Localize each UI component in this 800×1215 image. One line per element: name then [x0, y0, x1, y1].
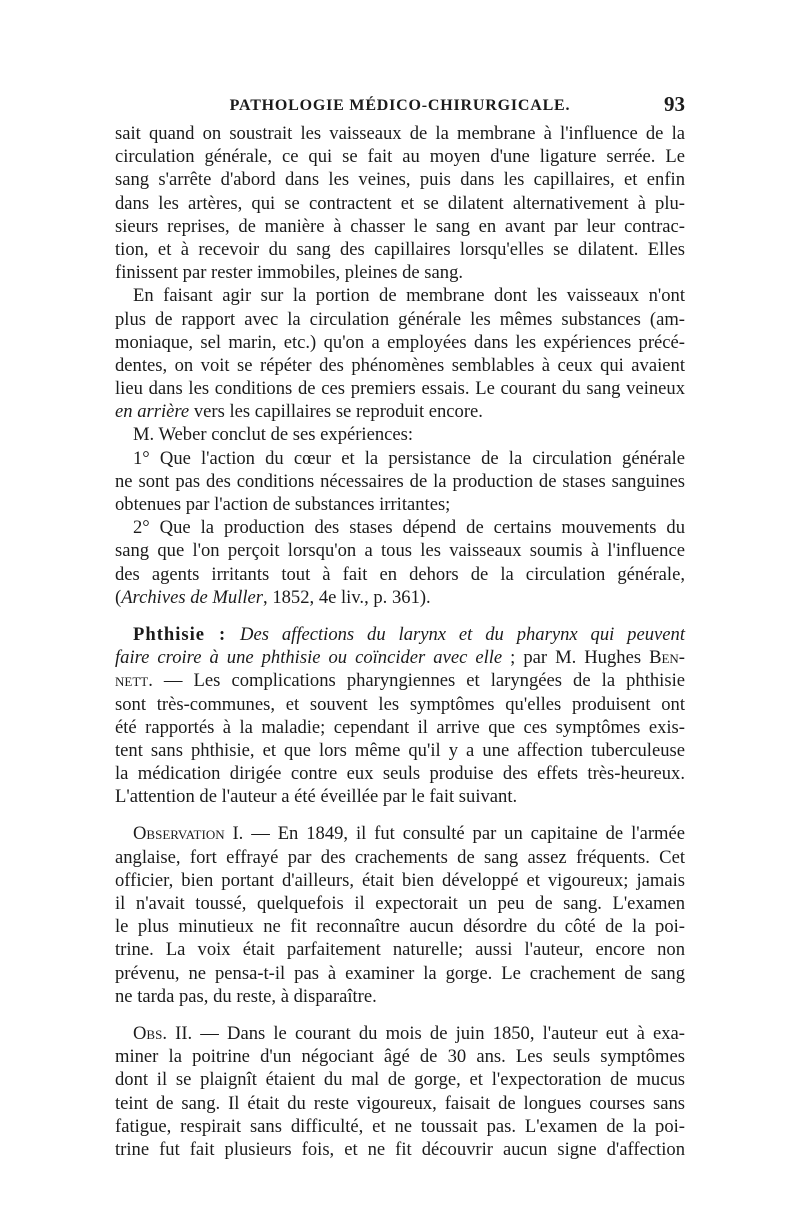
- text-line: lieu dans les conditions de ces premiers essais. Le courant du sang veineux: [115, 378, 685, 400]
- text-span: . — Les complications pharyngiennes et laryngées de la phthisie: [148, 670, 685, 692]
- text-line: 2° Que la production des stases dépend de certains mouvements du: [133, 517, 685, 539]
- text-span: :: [205, 623, 241, 645]
- text-span: II. — Dans le courant du mois de juin 1850, l'auteur eut à exa-: [166, 1022, 685, 1044]
- paragraph-weber-conclusion: [115, 423, 685, 446]
- text-line: miner la poitrine d'un négociant âgé de 30 ans. Les seuls symptômes: [115, 1046, 685, 1068]
- author-name: nett: [115, 670, 149, 692]
- text-line: sont très-communes, et souvent les symptômes qu'elles produisent ont: [115, 693, 685, 715]
- text-line: moniaque, sel marin, etc.) qu'on a employées dans les expériences précé-: [115, 331, 685, 353]
- text-line: trine fut fait plusieurs fois, et ne fit découvrir aucun signe d'affection: [115, 1138, 685, 1160]
- text-line: dont il se plaignît étaient du mal de gorge, et l'expectoration de mucus: [115, 1069, 685, 1091]
- text-span: , 1852, 4e liv., p. 361).: [263, 586, 431, 608]
- text-line: tion, et à recevoir du sang des capillaires lorsqu'elles se dilatent. Elles: [115, 238, 685, 260]
- text-line: sang s'arrête d'abord dans les veines, puis dans les capillaires, et enfin: [115, 169, 685, 191]
- paragraph-phthisie: [115, 623, 685, 809]
- text-line: ne sont pas des conditions nécessaires de la production de stases sanguines: [115, 470, 685, 492]
- text-line: été rapportés à la maladie; cependant il arrive que ces symptômes exis-: [115, 716, 685, 738]
- text-line: le plus minutieux ne fit reconnaître aucun désordre du côté de la poi-: [115, 916, 685, 938]
- text-line: circulation générale, ce qui se fait au moyen d'une ligature serrée. Le: [115, 146, 685, 168]
- text-line: L'attention de l'auteur a été éveillée par le fait suivant.: [115, 786, 518, 808]
- text-line: fatigue, respirait sans difficulté, et ne toussait pas. L'examen de la poi-: [115, 1115, 685, 1137]
- observation-label: Observation: [133, 823, 225, 845]
- paragraph-point-one: [115, 447, 685, 517]
- text-line: teint de sang. Il était du reste vigoureux, faisait de longues courses sans: [115, 1092, 685, 1114]
- text-line: [115, 646, 685, 669]
- paragraph-experiments: [115, 284, 685, 423]
- text-line: officier, bien portant d'ailleurs, était bien développé et vigoureux; jamais: [115, 869, 685, 891]
- text-line: sang que l'on perçoit lorsqu'on a tous les vaisseaux soumis à l'influence: [115, 540, 685, 562]
- text-span: ; par M. Hughes: [502, 647, 650, 669]
- text-line: tent sans phthisie, et que lors même qu'il y a une affection tuberculeuse: [115, 739, 685, 761]
- text-line: [115, 400, 685, 423]
- text-line: [115, 822, 685, 845]
- paragraph-point-two: [115, 516, 685, 609]
- text-line: obtenues par l'action de substances irritantes;: [115, 494, 451, 515]
- section-gap: [115, 808, 685, 822]
- document-page: [115, 92, 685, 1161]
- observation-label: Obs.: [133, 1022, 167, 1044]
- text-line: finissent par rester immobiles, pleines de sang.: [115, 262, 464, 284]
- paragraph-circulation: [115, 122, 685, 284]
- text-line: En faisant agir sur la portion de membrane dont les vaisseaux n'ont: [133, 285, 685, 307]
- text-span: vers les capillaires se reproduit encore.: [189, 401, 483, 423]
- text-line: prévenu, ne pensa-t-il pas à examiner la gorge. Le crachement de sang: [115, 962, 685, 984]
- text-line: [115, 623, 685, 646]
- text-line: des agents irritants tout à fait en dehors de la circulation générale,: [115, 563, 685, 585]
- text-line: anglaise, fort effrayé par des crachements de sang assez fréquents. Cet: [115, 846, 685, 868]
- section-gap: [115, 609, 685, 623]
- text-line: il n'avait toussé, quelquefois il expectorait un peu de sang. L'examen: [115, 893, 685, 914]
- running-head: [115, 92, 685, 122]
- text-line: sieurs reprises, de manière à chasser le sang en avant par leur contrac-: [115, 215, 685, 237]
- text-line: 1° Que l'action du cœur et la persistance de la circulation générale: [133, 447, 685, 469]
- text-line: dans les artères, qui se contractent et se dilatent alternativement à plu-: [115, 192, 685, 214]
- text-line: [115, 586, 685, 609]
- text-line: trine. La voix était parfaitement naturelle; aussi l'auteur, encore non: [115, 939, 685, 961]
- text-line: sait quand on soustrait les vaisseaux de la membrane à l'influence de la: [115, 123, 685, 144]
- text-line: ne tarda pas, du reste, à disparaître.: [115, 985, 377, 1007]
- paragraph-observation-two: [115, 1022, 685, 1161]
- text-line: [115, 669, 685, 692]
- article-title: faire croire à une phthisie ou coïncider avec elle: [115, 647, 503, 669]
- section-gap: [115, 1008, 685, 1022]
- page-number: 93: [664, 92, 685, 116]
- citation-title: Archives de Muller: [121, 586, 264, 608]
- paragraph-observation-one: [115, 822, 685, 1008]
- section-heading: Phthisie: [133, 623, 206, 645]
- text-line: la médication dirigée contre eux seuls produise des effets très-heureux.: [115, 763, 685, 785]
- text-line: dentes, on voit se répéter des phénomènes semblables à ceux qui avaient: [115, 354, 685, 376]
- author-name: Ben-: [649, 647, 685, 669]
- text-line: plus de rapport avec la circulation générale les mêmes substances (am-: [115, 308, 685, 330]
- text-line: M. Weber conclut de ses expériences:: [133, 424, 414, 446]
- text-span: I. — En 1849, il fut consulté par un capitaine de l'armée: [224, 823, 685, 845]
- text-line: [115, 1022, 685, 1045]
- text-span: (: [115, 586, 122, 608]
- running-title: PATHOLOGIE MÉDICO-CHIRURGICALE.: [229, 97, 571, 114]
- article-title: Des affections du larynx et du pharynx qui peuvent: [240, 623, 685, 645]
- italic-phrase: en arrière: [115, 401, 190, 423]
